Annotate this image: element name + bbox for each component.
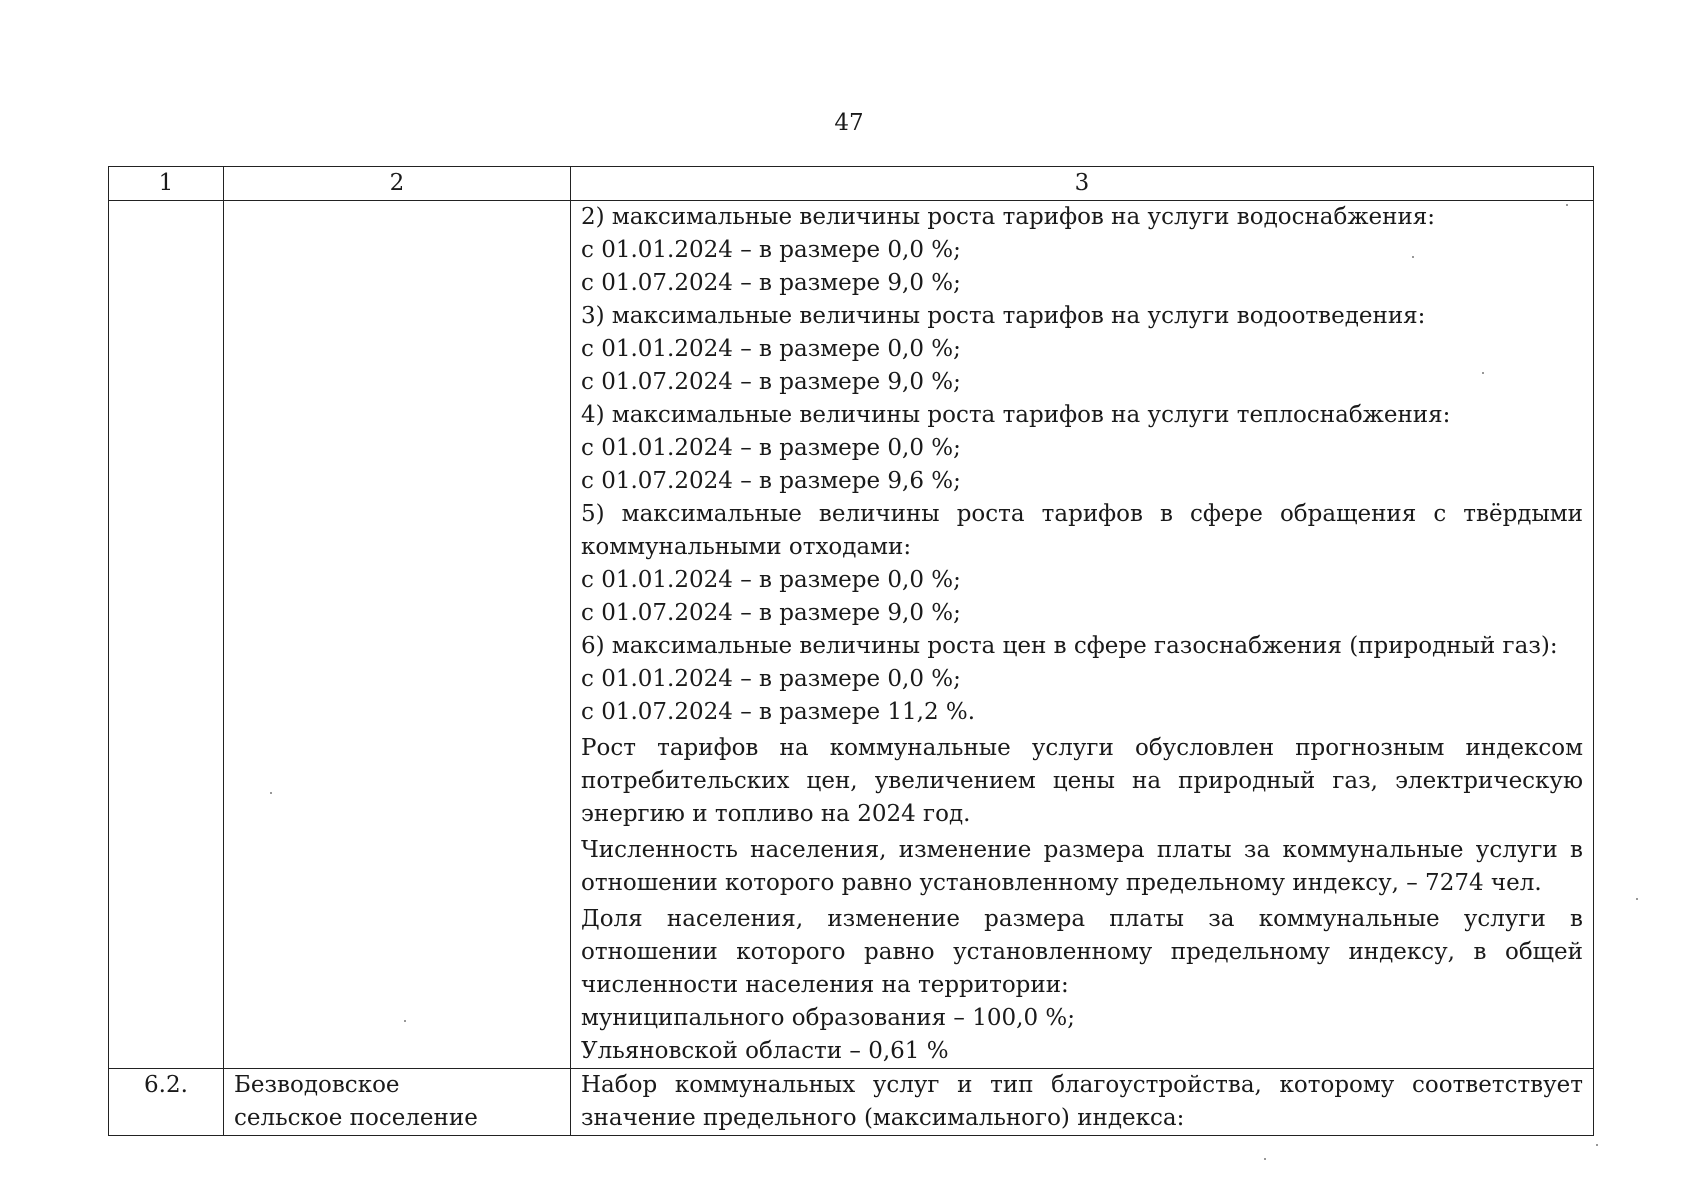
scan-speck — [1482, 372, 1484, 374]
column-header-2: 2 — [224, 167, 571, 201]
scan-speck — [1596, 1144, 1598, 1146]
table-row — [109, 1069, 1594, 1136]
population-share-paragraph: Доля населения, изменение размера платы за коммунальные услуги в отношении которого равно установленному предельному индексу, в общей численности населения на территории: — [581, 906, 1583, 998]
text-line: с 01.01.2024 – в размере 0,0 %; — [581, 336, 961, 362]
text-line: с 01.01.2024 – в размере 0,0 %; — [581, 237, 961, 263]
text-line: с 01.07.2024 – в размере 9,0 %; — [581, 270, 961, 296]
solid-waste-paragraph: 5) максимальные величины роста тарифов в сфере обращения с твёрдыми коммунальными отходами: — [581, 501, 1583, 560]
text-line: с 01.01.2024 – в размере 0,0 %; — [581, 435, 961, 461]
scan-speck — [1636, 898, 1638, 900]
page-number: 47 — [834, 110, 864, 136]
row-number-cell — [109, 201, 224, 1069]
table-header-row — [109, 167, 1594, 201]
text-line: 2) максимальные величины роста тарифов на услуги водоснабжения: — [581, 204, 1436, 230]
text-line: с 01.07.2024 – в размере 9,0 %; — [581, 369, 961, 395]
text-line: муниципального образования – 100,0 %; — [581, 1005, 1075, 1031]
municipality-name-line: сельское поселение — [234, 1105, 478, 1131]
growth-reason-paragraph: Рост тарифов на коммунальные услуги обусловлен прогнозным индексом потребительских цен, увеличением цены на природный газ, электрическую энергию и топливо на 2024 год. — [581, 735, 1583, 827]
text-line: с 01.07.2024 – в размере 9,0 %; — [581, 600, 961, 626]
scan-speck — [270, 792, 272, 794]
description-cell — [571, 1069, 1594, 1136]
text-line: с 01.01.2024 – в размере 0,0 %; — [581, 666, 961, 692]
column-header-1: 1 — [109, 167, 224, 201]
scan-speck — [1566, 204, 1568, 206]
description-cell — [571, 201, 1594, 1069]
row-number-cell: 6.2. — [109, 1069, 224, 1136]
text-line: 3) максимальные величины роста тарифов на услуги водоотведения: — [581, 303, 1426, 329]
table-row — [109, 201, 1594, 1069]
text-line: 4) максимальные величины роста тарифов на услуги теплоснабжения: — [581, 402, 1451, 428]
scan-speck — [1264, 1158, 1266, 1160]
municipality-cell — [224, 1069, 571, 1136]
column-header-3: 3 — [571, 167, 1594, 201]
scan-speck — [1412, 256, 1414, 258]
text-line: с 01.07.2024 – в размере 9,6 %; — [581, 468, 961, 494]
population-paragraph: Численность населения, изменение размера платы за коммунальные услуги в отношении которого равно установленному предельному индексу, – 7274 чел. — [581, 837, 1583, 896]
text-line: 6) максимальные величины роста цен в сфере газоснабжения (природный газ): — [581, 633, 1558, 659]
text-line: с 01.07.2024 – в размере 11,2 %. — [581, 699, 976, 725]
municipality-cell — [224, 201, 571, 1069]
municipality-name-line: Безводовское — [234, 1072, 400, 1098]
scan-speck — [404, 1020, 406, 1022]
service-set-paragraph: Набор коммунальных услуг и тип благоустройства, которому соответствует значение предельного (максимального) индекса: — [581, 1072, 1583, 1131]
tariff-table — [108, 166, 1594, 1136]
text-line: с 01.01.2024 – в размере 0,0 %; — [581, 567, 961, 593]
text-line: Ульяновской области – 0,61 % — [581, 1038, 949, 1064]
